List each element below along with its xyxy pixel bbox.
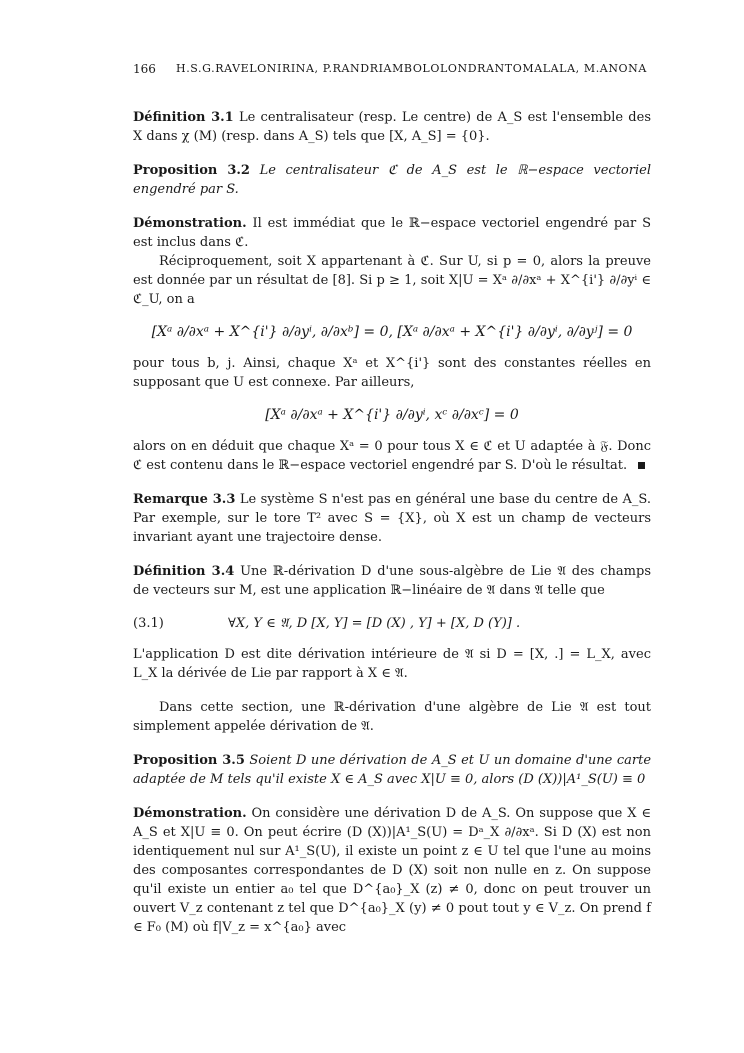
demonstration-2 xyxy=(133,804,651,937)
demonstration-text: On considère une dérivation D de A_S. On suppose que X ∈ A_S et X|U ≡ 0. On peut écrire (D (X))|A¹_S(U) = Dᵃ_X ∂/∂xᵃ. Si D (X) est non identiquement nul sur A¹_S(U), il existe un point z ∈ U tel que l'une au moins des composantes correspondantes de D (X) soit non nulle en z. On suppose qu'il existe un entier a₀ tel que D^{a₀}_X (z) ≠ 0, donc on peut trouver un ouvert V_z contenant z tel que D^{a₀}_X (y) ≠ 0 pout tout y ∈ V_z. On prend f ∈ F₀ (M) où f|V_z = x^{a₀} avec xyxy=(133,806,652,935)
demonstration-label: Démonstration. xyxy=(133,216,247,231)
demonstration-1-paragraph-3: pour tous b, j. Ainsi, chaque Xᵃ et X^{i'} sont des constantes réelles en supposant que U est connexe. Par ailleurs, xyxy=(133,356,651,390)
definition-text: Le centralisateur (resp. Le centre) de A_S est l'ensemble des X dans χ (M) (resp. dans A_S) tels que [X, A_S] = {0}. xyxy=(133,110,651,144)
remark-text: Le système S n'est pas en général une base du centre de A_S. Par exemple, sur le tore T² avec S = {X}, où X est un champ de vecteurs invariant ayant une trajectoire dense. xyxy=(133,492,651,545)
qed-square-icon xyxy=(638,462,645,469)
remark-3-3 xyxy=(133,490,651,547)
equation-3-1 xyxy=(133,614,651,633)
demonstration-1-paragraph-2: Réciproquement, soit X appartenant à ℭ. Sur U, si p = 0, alors la preuve est donnée par un résultat de [8]. Si p ≥ 1, soit X|U = Xᵃ ∂/∂xᵃ + X^{i'} ∂/∂yⁱ ∈ ℭ_U, on a xyxy=(133,254,651,307)
proposition-label: Proposition 3.5 xyxy=(133,753,245,768)
demonstration-1-paragraph-4 xyxy=(133,437,651,475)
page-number: 166 xyxy=(133,62,156,76)
proposition-text: Le centralisateur ℭ de A_S est le ℝ−espace vectoriel engendré par S. xyxy=(133,163,651,197)
remark-label: Remarque 3.3 xyxy=(133,492,236,507)
proposition-label: Proposition 3.2 xyxy=(133,163,250,178)
demonstration-1 xyxy=(133,214,651,252)
demonstration-label: Démonstration. xyxy=(133,806,247,821)
definition-3-4-continuation: L'application D est dite dérivation intérieure de 𝔄 si D = [X, .] = L_X, avec L_X la dérivée de Lie par rapport à X ∈ 𝔄. xyxy=(133,647,651,681)
definition-label: Définition 3.1 xyxy=(133,110,234,125)
section-note: Dans cette section, une ℝ-dérivation d'une algèbre de Lie 𝔄 est tout simplement appelée dérivation de 𝔄. xyxy=(133,700,651,734)
authors-header: H.S.G.RAVELONIRINA, P.RANDRIAMBOLOLONDRANTOMALALA, M.ANONA xyxy=(176,62,647,75)
equation-2: [Xᵃ ∂/∂xᵃ + X^{i'} ∂/∂yⁱ, xᶜ ∂/∂xᶜ] = 0 xyxy=(265,407,519,423)
equation-number: (3.1) xyxy=(133,616,164,631)
page-body xyxy=(133,108,651,937)
proposition-text: Soient D une dérivation de A_S et U un domaine d'une carte adaptée de M tels qu'il existe X ∈ A_S avec X|U ≡ 0, alors (D (X))|A¹_S(U) ≡ 0 xyxy=(133,753,652,787)
equation-formula: ∀X, Y ∈ 𝔄, D [X, Y] = [D (X) , Y] + [X, D (Y)] . xyxy=(228,616,521,631)
definition-3-1 xyxy=(133,108,651,146)
demonstration-conclusion: alors on en déduit que chaque Xᵃ = 0 pour tous X ∈ ℭ et U adaptée à 𝔉. Donc ℭ est contenu dans le ℝ−espace vectoriel engendré par S. D'où le résultat. xyxy=(133,439,651,473)
definition-3-4 xyxy=(133,562,651,600)
proposition-3-5 xyxy=(133,751,651,789)
demonstration-text: Il est immédiat que le ℝ−espace vectoriel engendré par S est inclus dans ℭ. xyxy=(133,216,651,250)
equation-1: [Xᵃ ∂/∂xᵃ + X^{i'} ∂/∂yⁱ, ∂/∂xᵇ] = 0, [Xᵃ ∂/∂xᵃ + X^{i'} ∂/∂yⁱ, ∂/∂yʲ] = 0 xyxy=(151,324,633,340)
proposition-3-2 xyxy=(133,161,651,199)
definition-text: Une ℝ-dérivation D d'une sous-algèbre de Lie 𝔄 des champs de vecteurs sur M, est une application ℝ−linéaire de 𝔄 dans 𝔄 telle que xyxy=(133,564,651,598)
definition-label: Définition 3.4 xyxy=(133,564,235,579)
